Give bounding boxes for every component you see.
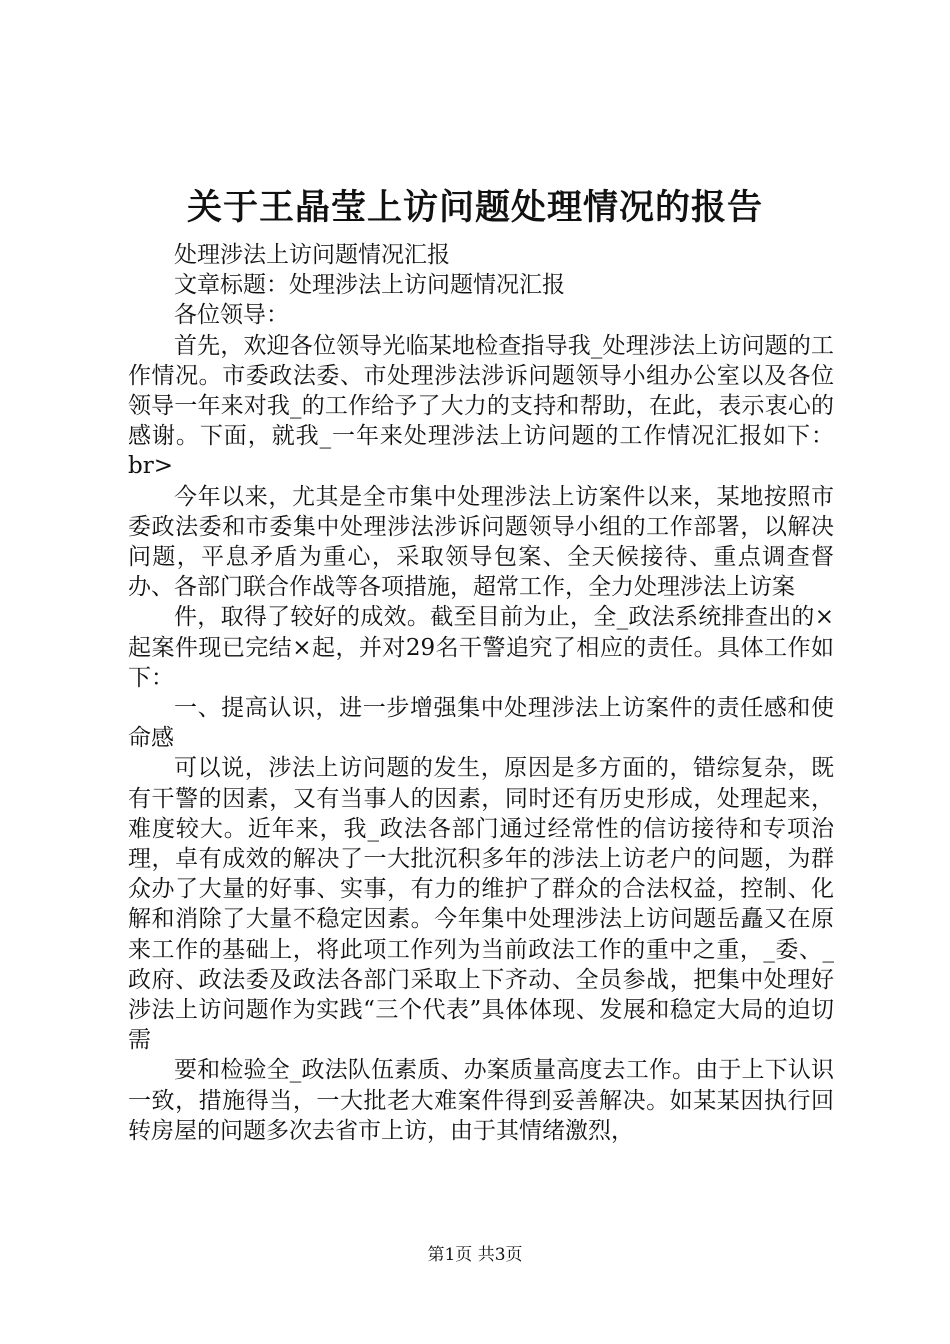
section-heading-1: 一、提高认识，进一步增强集中处理涉法上访案件的责任感和使命感	[128, 695, 834, 752]
paragraph-subtitle: 处理涉法上访问题情况汇报	[174, 242, 450, 268]
paragraph-section-1-continued: 要和检验全_政法队伍素质、办案质量高度去工作。由于上下认识一致，措施得当，一大批老大难案件得到妥善解决。如某某因执行回转房屋的问题多次去省市上访，由于其情绪激烈，	[128, 1057, 834, 1144]
paragraph-intro: 首先，欢迎各位领导光临某地检查指导我_处理涉法上访问题的工作情况。市委政法委、市处理涉法涉诉问题领导小组办公室以及各位领导一年来对我_的工作给予了大力的支持和帮助，在此，表示衷心的感谢。下面，就我_一年来处理涉法上访问题的工作情况汇报如下：br>	[128, 332, 834, 480]
paragraph-section-1-body: 可以说，涉法上访问题的发生，原因是多方面的，错综复杂，既有干警的因素，又有当事人的因素，同时还有历史形成，处理起来，难度较大。近年来，我_政法各部门通过经常性的信访接待和专项治理，卓有成效的解决了一大批沉积多年的涉法上访老户的问题，为群众办了大量的好事、实事，有力的维护了群众的合法权益，控制、化解和消除了大量不稳定因素。今年集中处理涉法上访问题岳矗又在原来工作的基础上，将此项工作列为当前政法工作的重中之重，_委、_政府、政法委及政法各部门采取上下齐动、全员参战，把集中处理好涉法上访问题作为实践“三个代表”具体体现、发展和稳定大局的迫切需	[128, 755, 834, 1054]
paragraph-article-title: 文章标题：处理涉法上访问题情况汇报	[174, 272, 565, 299]
paragraph-salutation: 各位领导：	[174, 302, 289, 329]
document-body	[128, 240, 834, 1146]
document-title: 关于王晶莹上访问题处理情况的报告	[186, 187, 763, 228]
paragraph-results: 件，取得了较好的成效。截至目前为止，全_政法系统排查出的×起案件现已完结×起，并对29名干警追究了相应的责任。具体工作如下：	[128, 604, 834, 691]
paragraph-overview: 今年以来，尤其是全市集中处理涉法上访案件以来，某地按照市委政法委和市委集中处理涉法涉诉问题领导小组的工作部署，以解决问题，平息矛盾为重心，采取领导包案、全天候接待、重点调查督办、各部门联合作战等各项措施，超常工作，全力处理涉法上访案	[128, 483, 834, 601]
page-footer: 第1页 共3页	[427, 1245, 523, 1265]
